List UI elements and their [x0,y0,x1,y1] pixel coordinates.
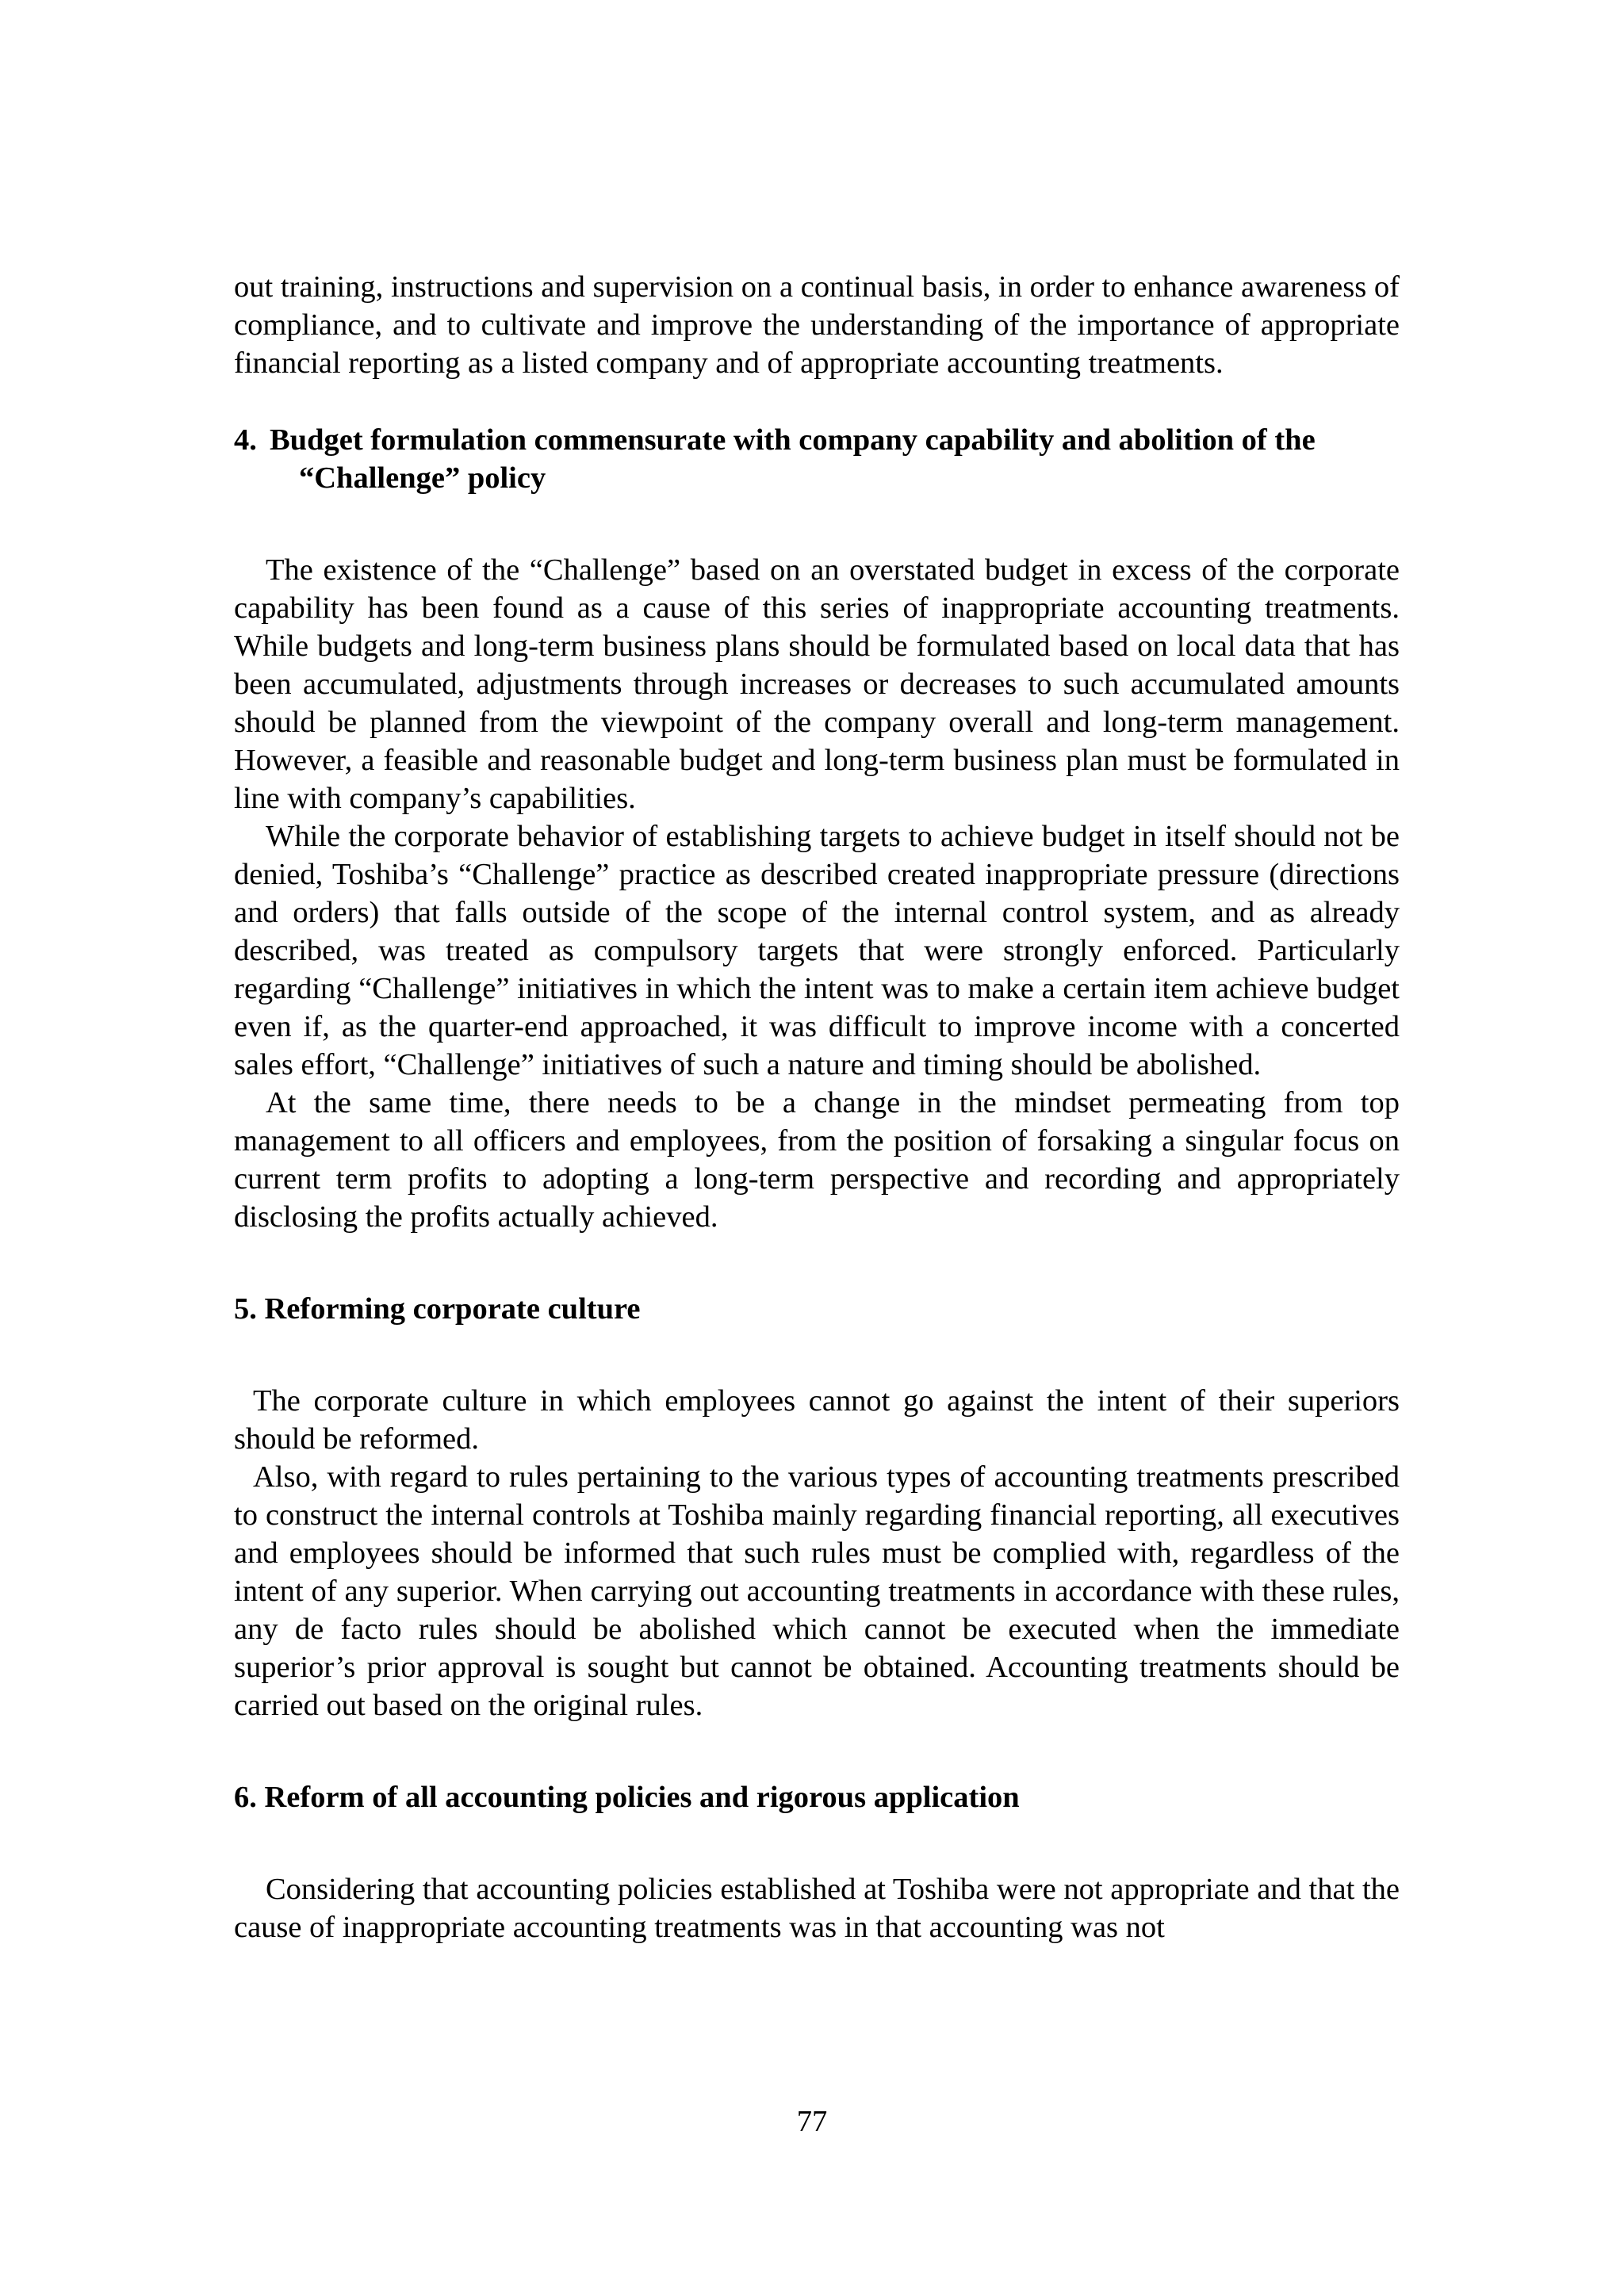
section-4-paragraph-2: While the corporate behavior of establishing targets to achieve budget in itself should not be denied, Toshiba’s “Challenge” practice as described created inappropriate pressure (directions and orders) that falls outside of the scope of the internal control system, and as already described, was treated as compulsory targets that were strongly enforced. Particularly regarding “Challenge” initiatives in which the intent was to make a certain item achieve budget even if, as the quarter-end approached, it was difficult to improve income with a concerted sales effort, “Challenge” initiatives of such a nature and timing should be abolished. [234,820,1400,1081]
document-page [234,268,1400,1946]
section-4-paragraph-1: The existence of the “Challenge” based on an overstated budget in excess of the corporate capability has been found as a cause of this series of inappropriate accounting treatments. While budgets and long-term business plans should be formulated based on local data that has been accumulated, adjustments through increases or decreases to such accumulated amounts should be planned from the viewpoint of the company overall and long-term management. However, a feasible and reasonable budget and long-term business plan must be formulated in line with company’s capabilities. [234,553,1400,815]
section-4-heading [234,421,1400,459]
intro-paragraph: out training, instructions and supervision on a continual basis, in order to enhance awareness of compliance, and to cultivate and improve the understanding of the importance of appropriate financial reporting as a listed company and of appropriate accounting treatments. [234,270,1400,380]
section-5-paragraph-1: The corporate culture in which employees cannot go against the intent of their superiors should be reformed. [234,1384,1400,1456]
page-number: 77 [796,2105,828,2138]
section-6-heading: 6. Reform of all accounting policies and rigorous application [234,1781,1020,1814]
section-6-paragraph-1: Considering that accounting policies established at Toshiba were not appropriate and that the cause of inappropriate accounting treatments was in that accounting was not [234,1873,1400,1944]
section-4-heading-cont [234,459,1400,497]
section-5-paragraph-2: Also, with regard to rules pertaining to the various types of accounting treatments prescribed to construct the internal controls at Toshiba mainly regarding financial reporting, all executives and employees should be informed that such rules must be complied with, regardless of the intent of any superior. When carrying out accounting treatments in accordance with these rules, any de facto rules should be abolished which cannot be executed when the immediate superior’s prior approval is sought but cannot be obtained. Accounting treatments should be carried out based on the original rules. [234,1460,1400,1722]
section-5-heading: 5. Reforming corporate culture [234,1292,641,1326]
section-4-number: 4. [234,423,257,457]
section-4-paragraph-3: At the same time, there needs to be a change in the mindset permeating from top management to all officers and employees, from the position of forsaking a singular focus on current term profits to adopting a long-term perspective and recording and appropriately disclosing the profits actually achieved. [234,1086,1400,1234]
section-4-title-line2: “Challenge” policy [299,461,546,495]
section-4-title-line1: Budget formulation commensurate with company capability and abolition of the [270,423,1316,457]
